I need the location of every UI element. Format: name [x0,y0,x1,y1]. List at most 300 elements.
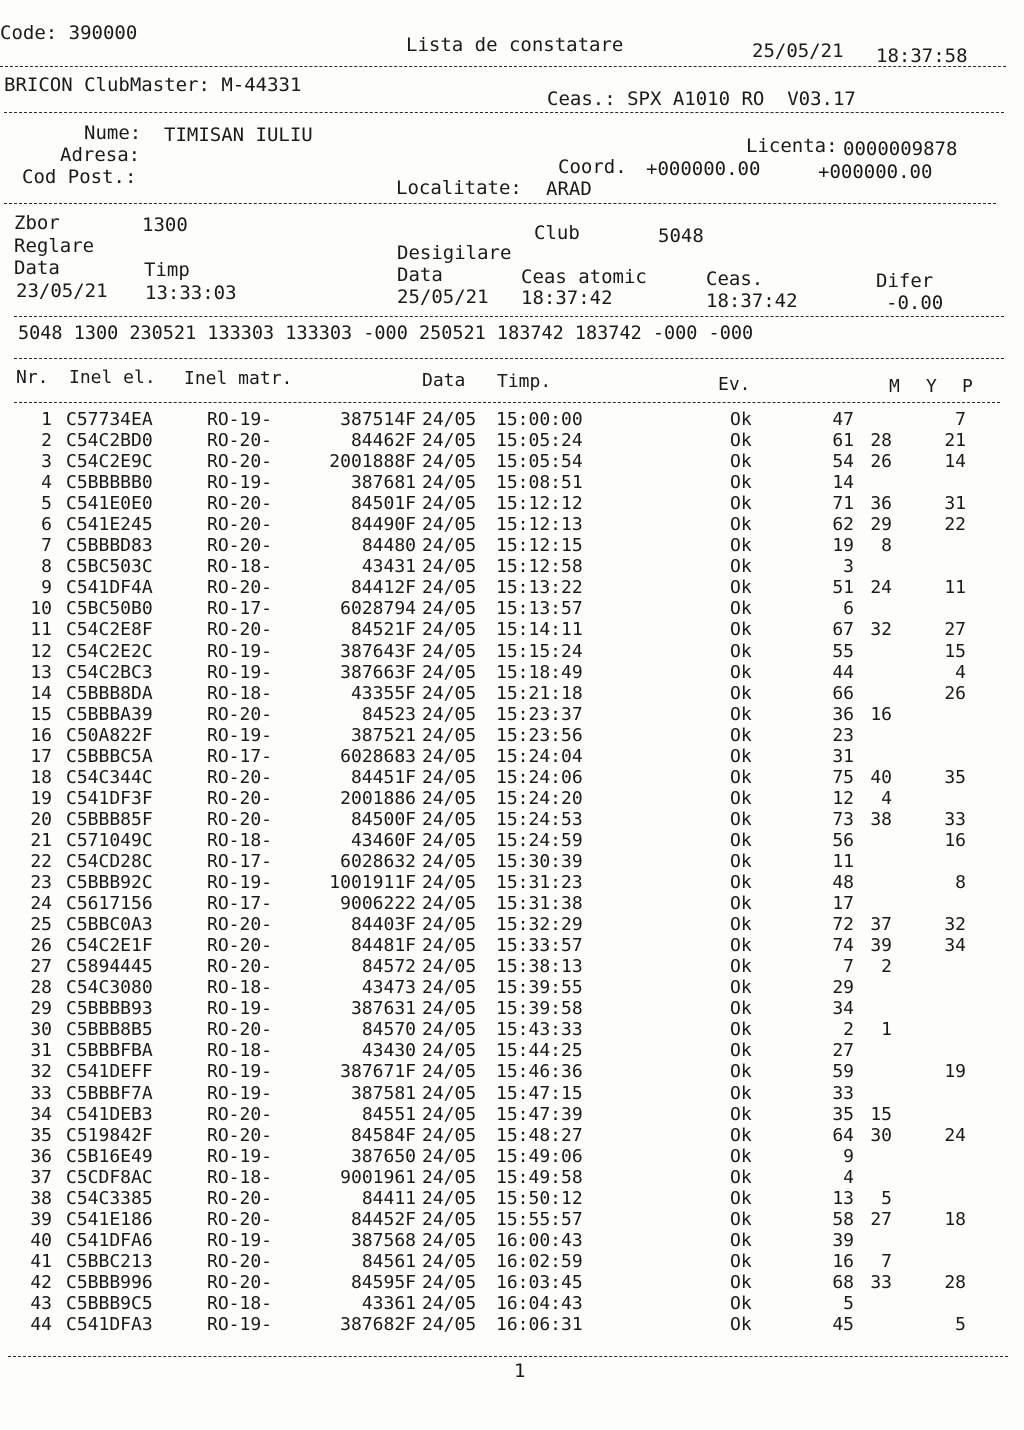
inel-prefix-cell: RO-19- [207,872,273,894]
points-y-cell: 26 [870,451,892,473]
inel-prefix-cell: RO-19- [207,998,273,1020]
inel-number-cell: 9006222 [340,893,416,915]
row-number-cell: 18 [30,766,52,788]
points-m-cell: 74 [832,935,854,957]
licenta-value: 0000009878 [843,138,958,160]
points-p-cell: 11 [944,577,966,599]
inel-number-cell: 84412F [350,577,416,599]
inel-number-cell: 84480 [361,535,416,557]
points-p-cell: 14 [944,451,966,473]
arrival-time-cell: 15:39:55 [496,977,583,999]
inel-electronic-cell: C57734EA [66,409,153,430]
event-status-cell: Ok [730,535,752,557]
code-label: Code: 390000 [0,22,138,44]
table-row [0,1251,1024,1272]
points-p-cell: 19 [944,1061,966,1083]
inel-prefix-cell: RO-20- [207,1103,273,1125]
points-p-cell: 18 [944,1208,966,1230]
points-y-cell: 30 [870,1124,892,1146]
points-y-cell: 2 [881,956,892,978]
event-status-cell: Ok [730,1250,752,1272]
inel-prefix-cell: RO-19- [207,409,273,430]
arrival-date-cell: 24/05 [422,514,477,536]
event-status-cell: Ok [730,682,752,704]
zbor-label: Zbor [14,212,60,234]
row-number-cell: 15 [30,703,52,725]
inel-electronic-cell: C541DFA6 [66,1229,153,1251]
inel-electronic-cell: C5BC503C [66,556,153,578]
report-time: 18:37:58 [876,45,968,67]
inel-electronic-cell: C5BBC0A3 [66,914,153,936]
row-number-cell: 25 [30,914,52,936]
event-status-cell: Ok [730,1103,752,1125]
inel-electronic-cell: C541DEFF [66,1061,153,1083]
inel-electronic-cell: C5BBB8DA [66,682,153,704]
arrival-time-cell: 15:12:58 [496,556,583,578]
table-row [0,1083,1024,1104]
inel-prefix-cell: RO-18- [207,682,273,704]
arrival-time-cell: 15:23:56 [496,724,583,746]
col-header-nr: Nr. [16,367,49,388]
arrival-date-cell: 24/05 [422,1124,477,1146]
inel-prefix-cell: RO-19- [207,1145,273,1167]
inel-electronic-cell: C54C3385 [66,1187,153,1209]
event-status-cell: Ok [730,1082,752,1104]
arrival-date-cell: 24/05 [422,430,477,452]
row-number-cell: 31 [30,1040,52,1062]
arrival-time-cell: 15:24:20 [496,787,583,809]
event-status-cell: Ok [730,1208,752,1230]
inel-electronic-cell: C54C2E8F [66,619,153,641]
table-row [0,1188,1024,1209]
arrival-time-cell: 15:24:04 [496,745,583,767]
inel-number-cell: 84481F [350,935,416,957]
arrival-date-cell: 24/05 [422,1187,477,1209]
table-row [0,1230,1024,1251]
arrival-date-cell: 24/05 [422,977,477,999]
points-y-cell: 37 [870,914,892,936]
inel-number-cell: 387681 [350,472,416,494]
points-m-cell: 11 [832,850,854,872]
arrival-date-cell: 24/05 [422,766,477,788]
divider [14,358,1004,359]
inel-prefix-cell: RO-20- [207,1019,273,1041]
points-m-cell: 35 [832,1103,854,1125]
points-m-cell: 14 [832,472,854,494]
points-m-cell: 12 [832,787,854,809]
points-m-cell: 45 [832,1314,854,1336]
arrival-date-cell: 24/05 [422,1229,477,1251]
table-row [0,830,1024,851]
inel-electronic-cell: C54C3080 [66,977,153,999]
arrival-time-cell: 15:18:49 [496,661,583,683]
adresa-label: Adresa: [60,144,141,166]
arrival-date-cell: 24/05 [422,808,477,830]
arrival-time-cell: 16:06:31 [496,1314,583,1336]
arrival-date-cell: 24/05 [422,787,477,809]
row-number-cell: 4 [41,472,52,494]
table-row [0,1146,1024,1167]
col-header-ev: Ev. [718,374,751,395]
table-row [0,1040,1024,1061]
table-row [0,577,1024,598]
inel-electronic-cell: C541E245 [66,514,153,536]
inel-number-cell: 84521F [350,619,416,641]
arrival-date-cell: 24/05 [422,640,477,662]
reglare-timp-label: Timp [144,259,190,281]
table-row [0,998,1024,1019]
arrival-date-cell: 24/05 [422,1250,477,1272]
inel-number-cell: 84411 [361,1187,416,1209]
event-status-cell: Ok [730,893,752,915]
row-number-cell: 27 [30,956,52,978]
arrival-time-cell: 15:32:29 [496,914,583,936]
arrival-time-cell: 15:24:06 [496,766,583,788]
row-number-cell: 16 [30,724,52,746]
event-status-cell: Ok [730,409,752,430]
points-m-cell: 48 [832,872,854,894]
coord-label: Coord. [558,156,627,178]
inel-number-cell: 84500F [350,808,416,830]
inel-prefix-cell: RO-20- [207,1271,273,1293]
points-p-cell: 7 [955,409,966,430]
points-p-cell: 15 [944,640,966,662]
event-status-cell: Ok [730,914,752,936]
inel-number-cell: 84572 [361,956,416,978]
row-number-cell: 34 [30,1103,52,1125]
inel-prefix-cell: RO-18- [207,977,273,999]
inel-number-cell: 84501F [350,493,416,515]
arrival-time-cell: 15:13:57 [496,598,583,620]
inel-number-cell: 2001886 [340,787,416,809]
arrival-time-cell: 15:38:13 [496,956,583,978]
points-p-cell: 27 [944,619,966,641]
table-row [0,1104,1024,1125]
event-status-cell: Ok [730,808,752,830]
inel-electronic-cell: C5BBBA39 [66,703,153,725]
points-y-cell: 16 [870,703,892,725]
inel-prefix-cell: RO-20- [207,1124,273,1146]
points-m-cell: 34 [832,998,854,1020]
inel-electronic-cell: C541DFA3 [66,1314,153,1336]
points-p-cell: 28 [944,1271,966,1293]
desigilare-data-label: Data [397,264,443,286]
arrival-date-cell: 24/05 [422,745,477,767]
event-status-cell: Ok [730,1019,752,1041]
points-y-cell: 1 [881,1019,892,1041]
event-status-cell: Ok [730,1124,752,1146]
row-number-cell: 39 [30,1208,52,1230]
inel-electronic-cell: C54C2BC3 [66,661,153,683]
row-number-cell: 13 [30,661,52,683]
arrival-date-cell: 24/05 [422,914,477,936]
row-number-cell: 19 [30,787,52,809]
inel-prefix-cell: RO-19- [207,724,273,746]
row-number-cell: 8 [41,556,52,578]
table-row [0,956,1024,977]
points-p-cell: 34 [944,935,966,957]
reglare-label: Reglare [14,235,95,257]
table-row [0,472,1024,493]
inel-electronic-cell: C5BBB92C [66,872,153,894]
points-m-cell: 55 [832,640,854,662]
arrival-date-cell: 24/05 [422,1145,477,1167]
inel-electronic-cell: C541DF4A [66,577,153,599]
divider [8,1356,1008,1357]
summary-line: 5048 1300 230521 133303 133303 -000 250521 183742 183742 -000 -000 [18,323,754,344]
arrival-time-cell: 15:12:12 [496,493,583,515]
arrival-time-cell: 15:23:37 [496,703,583,725]
localitate-value: ARAD [546,178,592,200]
inel-electronic-cell: C5CDF8AC [66,1166,153,1188]
localitate-label: Localitate: [396,177,522,199]
inel-electronic-cell: C519842F [66,1124,153,1146]
licenta-label: Licenta: [746,135,838,157]
arrival-date-cell: 24/05 [422,893,477,915]
ceas-label: Ceas. [706,268,764,290]
table-row [0,788,1024,809]
arrival-date-cell: 24/05 [422,1166,477,1188]
arrival-time-cell: 15:00:00 [496,409,583,430]
inel-number-cell: 387581 [350,1082,416,1104]
inel-number-cell: 387643F [340,640,416,662]
arrival-date-cell: 24/05 [422,535,477,557]
inel-electronic-cell: C5BBBF7A [66,1082,153,1104]
row-number-cell: 9 [41,577,52,599]
row-number-cell: 36 [30,1145,52,1167]
table-row [0,409,1024,430]
inel-number-cell: 43473 [361,977,416,999]
inel-electronic-cell: C541DEB3 [66,1103,153,1125]
points-p-cell: 22 [944,514,966,536]
event-status-cell: Ok [730,598,752,620]
inel-prefix-cell: RO-20- [207,766,273,788]
inel-electronic-cell: C5BBBBB0 [66,472,153,494]
points-y-cell: 24 [870,577,892,599]
divider [4,203,996,204]
inel-electronic-cell: C54C344C [66,766,153,788]
row-number-cell: 10 [30,598,52,620]
divider [0,66,1006,67]
points-m-cell: 73 [832,808,854,830]
points-m-cell: 54 [832,451,854,473]
divider [14,316,1004,317]
arrival-time-cell: 15:55:57 [496,1208,583,1230]
points-p-cell: 24 [944,1124,966,1146]
club-label: Club [534,222,580,244]
inel-number-cell: 84570 [361,1019,416,1041]
points-m-cell: 19 [832,535,854,557]
ceas-value: 18:37:42 [706,290,798,312]
difer-value: -0.00 [886,292,944,314]
inel-number-cell: 84595F [350,1271,416,1293]
points-y-cell: 5 [881,1187,892,1209]
inel-number-cell: 387682F [340,1314,416,1336]
table-row [0,1019,1024,1040]
arrival-date-cell: 24/05 [422,724,477,746]
points-m-cell: 5 [843,1292,854,1314]
arrival-time-cell: 15:46:36 [496,1061,583,1083]
event-status-cell: Ok [730,493,752,515]
event-status-cell: Ok [730,745,752,767]
points-p-cell: 16 [944,829,966,851]
arrival-time-cell: 15:12:15 [496,535,583,557]
row-number-cell: 42 [30,1271,52,1293]
inel-electronic-cell: C5BBBFBA [66,1040,153,1062]
inel-prefix-cell: RO-20- [207,493,273,515]
inel-number-cell: 2001888F [329,451,416,473]
table-row [0,1061,1024,1082]
table-row [0,598,1024,619]
table-row [0,662,1024,683]
row-number-cell: 20 [30,808,52,830]
inel-prefix-cell: RO-20- [207,535,273,557]
arrival-date-cell: 24/05 [422,577,477,599]
inel-number-cell: 84403F [350,914,416,936]
arrival-date-cell: 24/05 [422,703,477,725]
divider [14,402,1000,403]
table-row [0,430,1024,451]
inel-electronic-cell: C5BBBB93 [66,998,153,1020]
inel-electronic-cell: C5894445 [66,956,153,978]
results-table [0,409,1024,1335]
event-status-cell: Ok [730,703,752,725]
points-m-cell: 17 [832,893,854,915]
arrival-time-cell: 15:43:33 [496,1019,583,1041]
col-header-m: M [889,376,900,397]
table-row [0,746,1024,767]
arrival-time-cell: 15:15:24 [496,640,583,662]
inel-number-cell: 387663F [340,661,416,683]
points-p-cell: 33 [944,808,966,830]
reglare-data-label: Data [14,257,60,279]
row-number-cell: 24 [30,893,52,915]
arrival-time-cell: 15:31:23 [496,872,583,894]
row-number-cell: 22 [30,850,52,872]
event-status-cell: Ok [730,724,752,746]
points-m-cell: 36 [832,703,854,725]
arrival-time-cell: 15:33:57 [496,935,583,957]
row-number-cell: 35 [30,1124,52,1146]
points-p-cell: 31 [944,493,966,515]
desigilare-data-value: 25/05/21 [397,286,489,308]
col-header-timp: Timp. [497,371,552,392]
arrival-date-cell: 24/05 [422,850,477,872]
inel-prefix-cell: RO-17- [207,850,273,872]
points-m-cell: 71 [832,493,854,515]
inel-electronic-cell: C541E186 [66,1208,153,1230]
inel-number-cell: 84523 [361,703,416,725]
event-status-cell: Ok [730,850,752,872]
event-status-cell: Ok [730,472,752,494]
inel-number-cell: 43431 [361,556,416,578]
coord-value-2: +000000.00 [818,161,933,183]
inel-electronic-cell: C5BC50B0 [66,598,153,620]
inel-prefix-cell: RO-20- [207,1250,273,1272]
inel-prefix-cell: RO-17- [207,598,273,620]
ceas-atomic-value: 18:37:42 [521,287,613,309]
points-y-cell: 28 [870,430,892,452]
inel-prefix-cell: RO-20- [207,514,273,536]
table-row [0,977,1024,998]
inel-electronic-cell: C5BBBC5A [66,745,153,767]
table-row [0,493,1024,514]
event-status-cell: Ok [730,514,752,536]
event-status-cell: Ok [730,872,752,894]
arrival-time-cell: 15:44:25 [496,1040,583,1062]
row-number-cell: 1 [41,409,52,430]
inel-prefix-cell: RO-20- [207,1187,273,1209]
inel-electronic-cell: C571049C [66,829,153,851]
points-p-cell: 8 [955,872,966,894]
inel-electronic-cell: C541E0E0 [66,493,153,515]
row-number-cell: 26 [30,935,52,957]
inel-prefix-cell: RO-18- [207,1166,273,1188]
ceas-label: Ceas.: SPX A1010 RO V03.17 [547,88,856,110]
table-row [0,725,1024,746]
arrival-date-cell: 24/05 [422,829,477,851]
table-row [0,1272,1024,1293]
arrival-date-cell: 24/05 [422,619,477,641]
event-status-cell: Ok [730,935,752,957]
row-number-cell: 40 [30,1229,52,1251]
inel-prefix-cell: RO-19- [207,1082,273,1104]
arrival-date-cell: 24/05 [422,409,477,430]
col-header-y: Y [926,376,937,397]
inel-number-cell: 387631 [350,998,416,1020]
event-status-cell: Ok [730,829,752,851]
table-row [0,704,1024,725]
reglare-timp-value: 13:33:03 [145,282,237,304]
points-m-cell: 13 [832,1187,854,1209]
arrival-time-cell: 16:02:59 [496,1250,583,1272]
arrival-time-cell: 15:24:59 [496,829,583,851]
inel-prefix-cell: RO-20- [207,787,273,809]
points-m-cell: 16 [832,1250,854,1272]
arrival-date-cell: 24/05 [422,998,477,1020]
row-number-cell: 37 [30,1166,52,1188]
coord-value-1: +000000.00 [646,158,761,180]
inel-number-cell: 84584F [350,1124,416,1146]
inel-number-cell: 84451F [350,766,416,788]
arrival-date-cell: 24/05 [422,1208,477,1230]
table-row [0,851,1024,872]
table-row [0,872,1024,893]
inel-number-cell: 84551 [361,1103,416,1125]
table-row [0,619,1024,640]
points-m-cell: 3 [843,556,854,578]
row-number-cell: 32 [30,1061,52,1083]
points-m-cell: 59 [832,1061,854,1083]
cod-post-label: Cod Post.: [22,166,137,188]
row-number-cell: 21 [30,829,52,851]
event-status-cell: Ok [730,1229,752,1251]
inel-prefix-cell: RO-17- [207,745,273,767]
event-status-cell: Ok [730,1314,752,1336]
arrival-date-cell: 24/05 [422,1271,477,1293]
club-value: 5048 [658,225,704,247]
points-m-cell: 7 [843,956,854,978]
points-y-cell: 40 [870,766,892,788]
arrival-date-cell: 24/05 [422,661,477,683]
inel-electronic-cell: C54CD28C [66,850,153,872]
page-number: 1 [514,1360,526,1382]
points-m-cell: 31 [832,745,854,767]
report-title: Lista de constatare [406,34,624,56]
arrival-date-cell: 24/05 [422,682,477,704]
points-m-cell: 58 [832,1208,854,1230]
arrival-date-cell: 24/05 [422,872,477,894]
